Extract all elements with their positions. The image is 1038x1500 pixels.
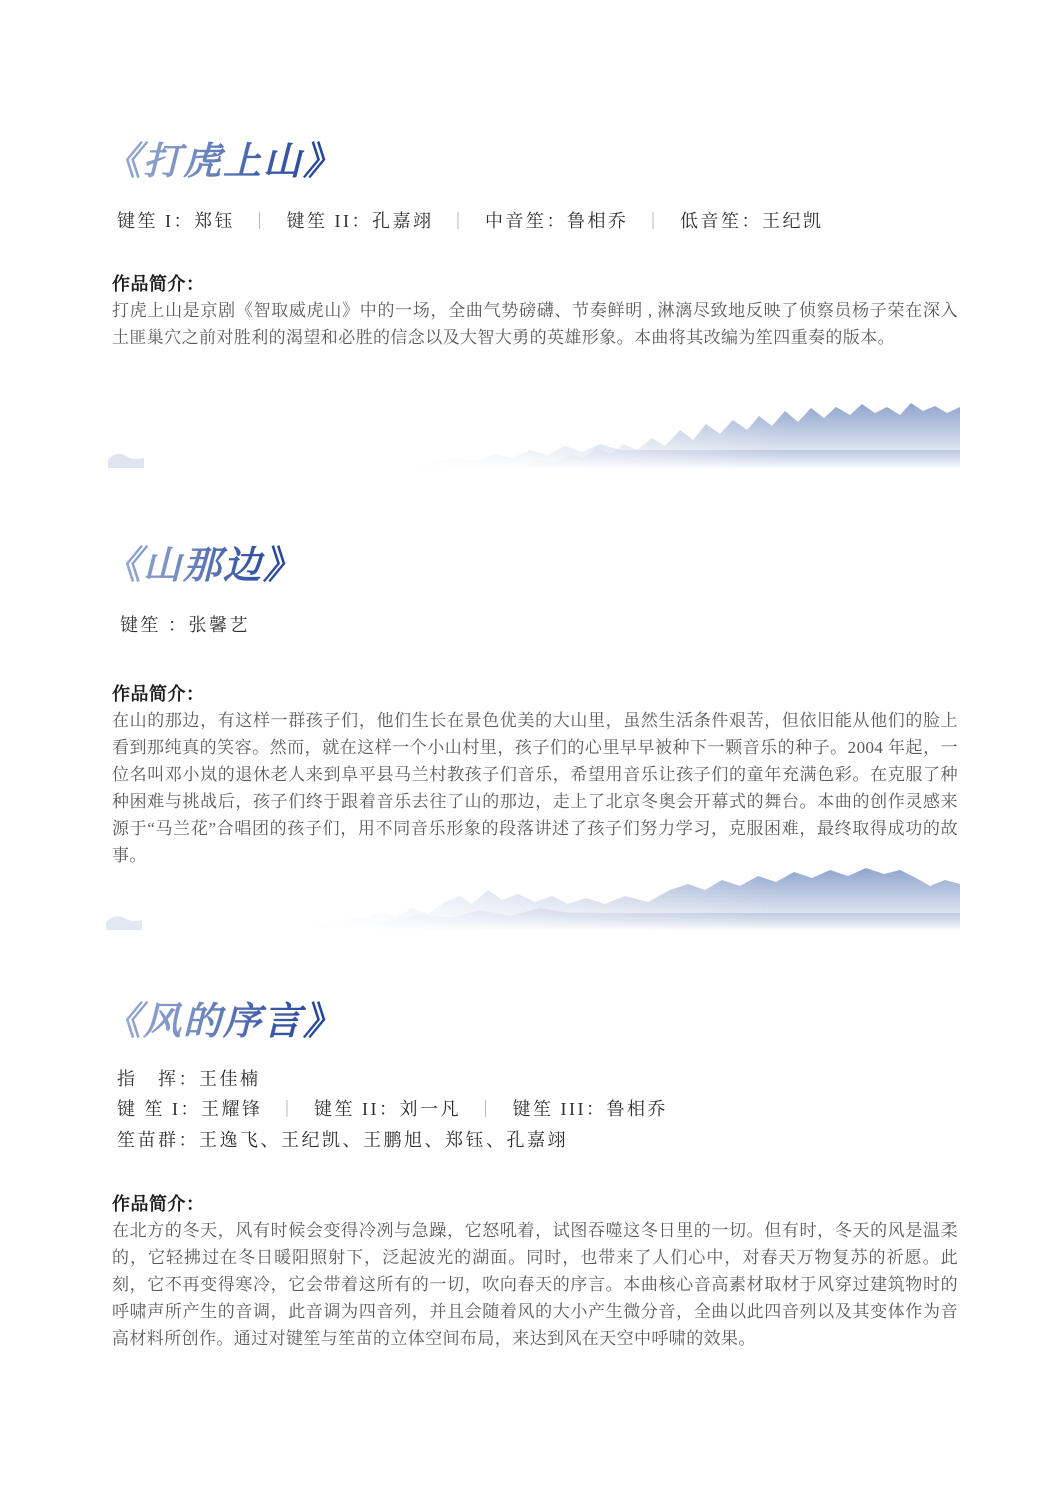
credit-line xyxy=(117,206,824,237)
credit-line xyxy=(117,1064,668,1094)
credit-entry: 键笙 II：孔嘉翊 xyxy=(286,211,434,231)
piece-title: 《山那边》 xyxy=(103,542,304,587)
intro-text: 打虎上山是京剧《智取威虎山》中的一场，全曲气势磅礴、节奏鲜明 , 淋漓尽致地反映了侦察员杨子荣在深入土匪巢穴之前对胜利的渴望和必胜的信念以及大智大勇的英雄形象。本曲将其改编为笙四重奏的版本。 xyxy=(112,301,958,347)
credit-entry: 指 挥：王佳楠 xyxy=(117,1069,261,1089)
credit-entry: 键笙 II：刘一凡 xyxy=(314,1099,461,1119)
credit-entry: 键笙 I：郑钰 xyxy=(117,211,235,231)
credit-entry: 低音笙：王纪凯 xyxy=(680,211,824,231)
intro-text: 在山的那边，有这样一群孩子们，他们生长在景色优美的大山里，虽然生活条件艰苦，但依旧能从他们的脸上看到那纯真的笑容。然而，就在这样一个小山村里，孩子们的心里早早被种下一颗音乐的种子。2004 年起，一位名叫邓小岚的退休老人来到阜平县马兰村教孩子们音乐，希望用音乐让孩子们的童年充满色彩。在克服了种种困难与挑战后，孩子们终于跟着音乐去往了山的那边，走上了北京冬奥会开幕式的舞台。本曲的创作灵感来源于“马兰花”合唱团的孩子们，用不同音乐形象的段落讲述了孩子们努力学习，克服困难，最终取得成功的故事。 xyxy=(112,711,958,865)
piece-title: 《打虎上山》 xyxy=(103,138,344,183)
credit-line xyxy=(120,610,250,640)
credit-line xyxy=(117,1094,668,1125)
mountain-ink-decoration xyxy=(100,860,960,930)
credit-block xyxy=(117,1064,668,1155)
credit-entry: 键笙 III：鲁相乔 xyxy=(512,1099,668,1119)
credit-entry: 笙苗群：王逸飞、王纪凯、王鹏旭、郑钰、孔嘉翊 xyxy=(117,1130,568,1150)
credit-separator: ｜ xyxy=(644,212,664,231)
credit-separator: ｜ xyxy=(251,212,271,231)
intro-text: 在北方的冬天，风有时候会变得冷冽与急躁，它怒吼着，试图吞噬这冬日里的一切。但有时，冬天的风是温柔的，它轻拂过在冬日暖阳照射下，泛起波光的湖面。同时，也带来了人们心中，对春天万物复苏的祈愿。此刻，它不再变得寒冷，它会带着这所有的一切，吹向春天的序言。本曲核心音高素材取材于风穿过建筑物时的呼啸声所产生的音调，此音调为四音列，并且会随着风的大小产生微分音，全曲以此四音列以及其变体作为音高材料所创作。通过对键笙与笙苗的立体空间布局，来达到风在天空中呼啸的效果。 xyxy=(112,1221,958,1348)
intro-label: 作品简介： xyxy=(112,274,205,294)
credit-line xyxy=(117,1125,668,1155)
intro-label: 作品简介： xyxy=(112,1194,205,1214)
credit-entry: 键 笙 I：王耀锋 xyxy=(117,1099,263,1119)
credit-entry: 中音笙：鲁相乔 xyxy=(485,211,629,231)
credit-entry: 键笙 ：张馨艺 xyxy=(120,615,250,635)
credit-separator: ｜ xyxy=(477,1100,497,1119)
mountain-ink-decoration xyxy=(100,400,960,468)
intro-label: 作品简介： xyxy=(112,684,205,704)
credit-separator: ｜ xyxy=(449,212,469,231)
piece-title: 《风的序言》 xyxy=(103,998,344,1043)
credit-separator: ｜ xyxy=(278,1100,298,1119)
